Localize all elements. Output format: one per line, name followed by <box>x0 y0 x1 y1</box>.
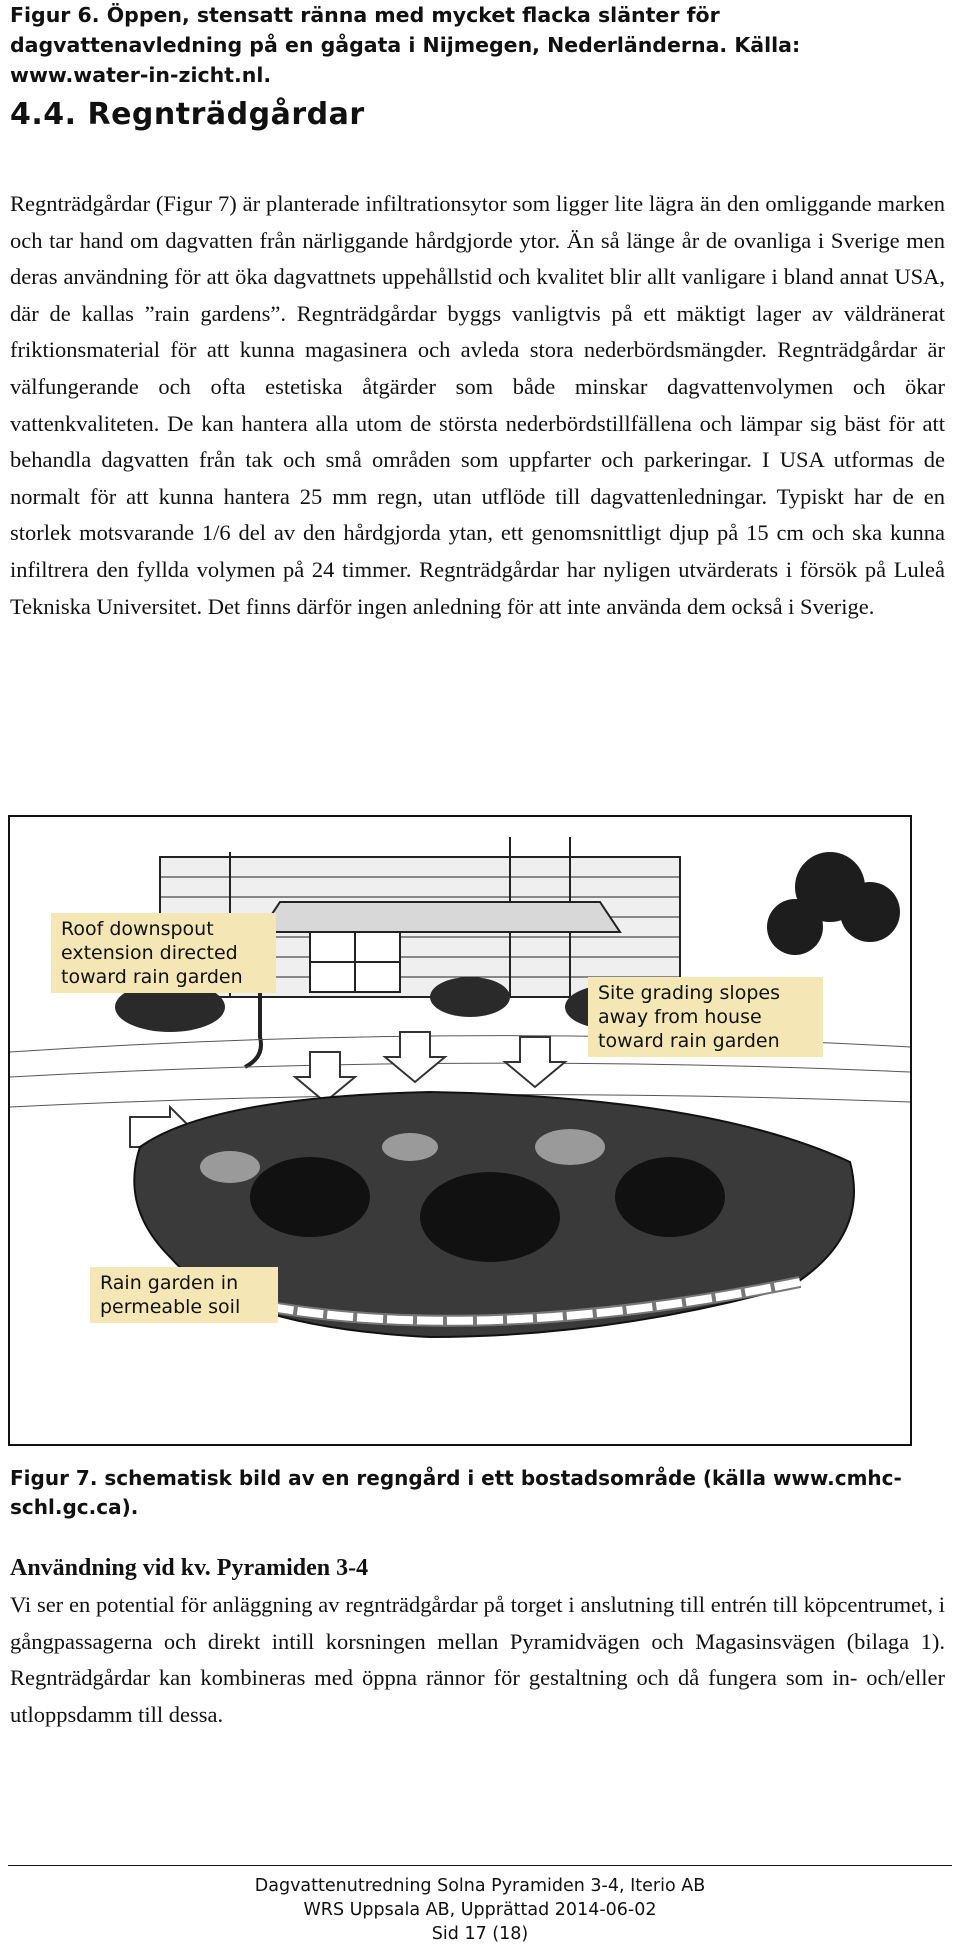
footer-divider <box>8 1865 952 1866</box>
body-paragraph: Regnträdgårdar (Figur 7) är planterade infiltrationsytor som ligger lite lägra än den omliggande marken och tar hand om dagvatten från närliggande hårdgjorde ytor. Än så länge år de ovanliga i Sverige men deras användning för att öka dagvattnets uppehållstid och kvalitet blir allt vanligare i bland annat USA, där de kallas ”rain gardens”. Regnträdgårdar byggs vanligtvis på ett mäktigt lager av väldränerat friktionsmaterial för att kunna magasinera och avleda stora nederbördsmängder. Regnträdgårdar är välfungerande och ofta estetiska åtgärder som både minskar dagvattenvolymen och ökar vattenkvaliteten. De kan hantera alla utom de största nederbördstillfällena och lämpar sig bäst för att behandla dagvatten från tak och små områden som uppfarter och parkeringar. I USA utformas de normalt för att kunna hantera 25 mm regn, utan utflöde till dagvattenledningar. Typiskt har de en storlek motsvarande 1/6 del av den hårdgjorda ytan, ett genomsnittligt djup på 15 cm och ska kunna infiltrera den fyllda volymen på 24 timmer. Regnträdgårdar har nyligen utvärderats i försök på Luleå Tekniska Universitet. Det finns därför ingen anledning för att inte använda dem också i Sverige. <box>10 191 945 619</box>
figure-6-caption: Figur 6. Öppen, stensatt ränna med mycket flacka slänter för dagvattenavledning på en gågata i Nijmegen, Nederländerna. Källa: www.water-in-zicht.nl. <box>10 3 801 87</box>
label-roof-downspout: Roof downspout extension directed toward rain garden <box>51 913 276 993</box>
label-rain-garden-soil: Rain garden in permeable soil <box>90 1267 278 1323</box>
rain-garden-illustration <box>8 815 912 1446</box>
footer-line-1: Dagvattenutredning Solna Pyramiden 3-4, Iterio AB <box>254 1876 706 1896</box>
label-site-grading: Site grading slopes away from house toward rain garden <box>588 977 823 1057</box>
figure-7-caption: Figur 7. schematisk bild av en regngård i ett bostadsområde (källa www.cmhc-schl.gc.ca). <box>10 1466 902 1519</box>
footer-line-2: WRS Uppsala AB, Upprättad 2014-06-02 <box>303 1900 657 1920</box>
body-paragraph-2: Vi ser en potential för anläggning av regnträdgårdar på torget i anslutning till entrén till köpcentrumet, i gångpassagerna och direkt intill korsningen mellan Pyramidvägen och Magasinsvägen (bilaga 1). Regnträdgårdar kan kombineras med öppna rännor för gestaltning och då fungera som in- och/eller utloppsdamm till dessa. <box>10 1592 945 1727</box>
subheading: Användning vid kv. Pyramiden 3-4 <box>10 1555 369 1581</box>
section-heading: 4.4. Regnträdgårdar <box>10 97 365 132</box>
page-number: Sid 17 (18) <box>431 1924 529 1944</box>
rain-garden-drawing <box>10 817 910 1444</box>
